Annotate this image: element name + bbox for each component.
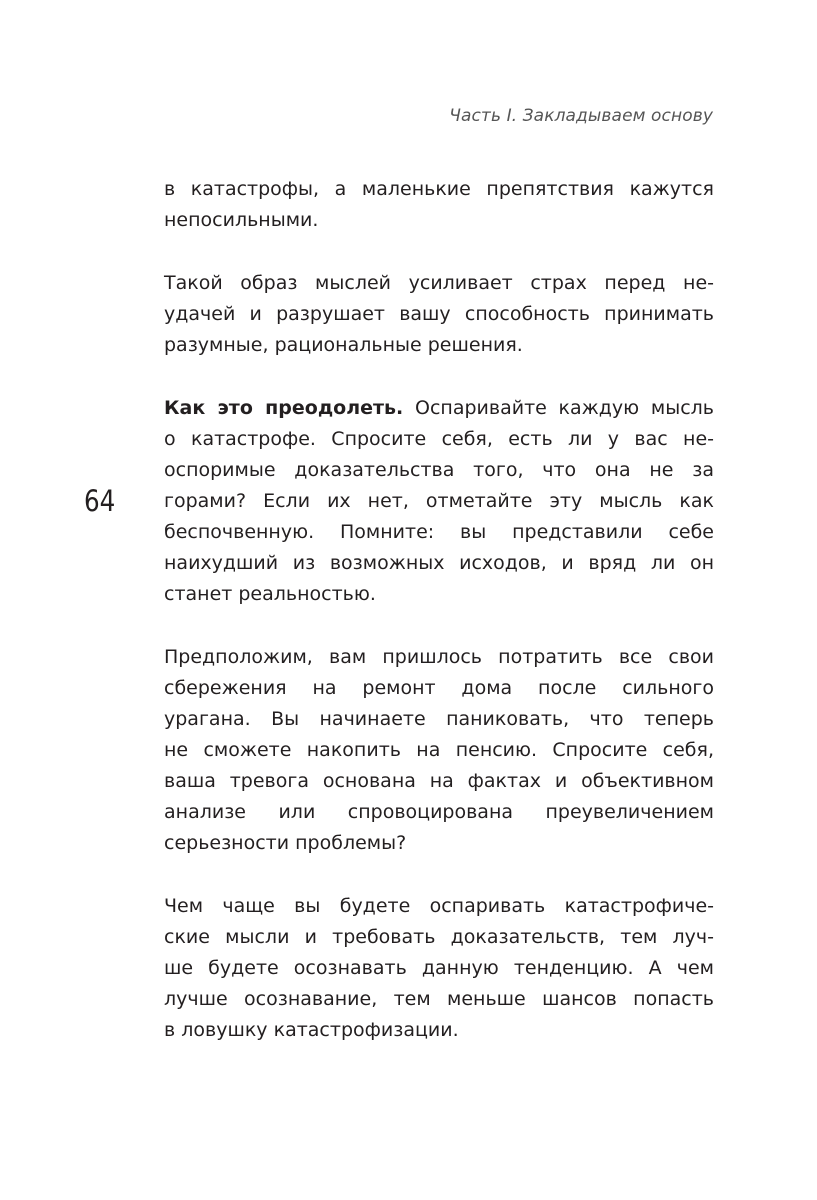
text-line: лучше осознавание, тем меньше шансов попасть — [164, 988, 714, 1010]
text-line: оспоримые доказательства того, что она не за — [164, 459, 714, 481]
text-line: о катастрофе. Спросите себя, есть ли у вас не- — [164, 428, 714, 450]
text-line: ше будете осознавать данную тенденцию. А чем — [164, 957, 714, 979]
paragraph-5 — [164, 891, 714, 1046]
text-line: анализе или спровоцирована преувеличением — [164, 801, 714, 823]
text-line: непосильными. — [164, 209, 319, 231]
body-text — [164, 174, 714, 1078]
text-fragment: Оспаривайте каждую мысль — [403, 397, 714, 419]
text-line: удачей и разрушает вашу способность принимать — [164, 303, 714, 325]
text-line: ские мысли и требовать доказательств, тем луч- — [164, 926, 714, 948]
page-number: 64 — [84, 484, 116, 518]
running-header: Часть I. Закладываем основу — [449, 106, 713, 126]
text-line — [164, 393, 714, 424]
text-line: Такой образ мыслей усиливает страх перед не- — [164, 272, 714, 294]
text-line: ваша тревога основана на фактах и объективном — [164, 770, 714, 792]
text-line: не сможете накопить на пенсию. Спросите себя, — [164, 739, 714, 761]
paragraph-4 — [164, 642, 714, 859]
text-line: беспочвенную. Помните: вы представили себе — [164, 521, 714, 543]
text-line: в ловушку катастрофизации. — [164, 1019, 459, 1041]
text-line: Чем чаще вы будете оспаривать катастрофиче- — [164, 895, 714, 917]
text-line: сбережения на ремонт дома после сильного — [164, 677, 714, 699]
text-line: разумные, рациональные решения. — [164, 334, 523, 356]
text-line: Предположим, вам пришлось потратить все свои — [164, 646, 714, 668]
text-line: серьезности проблемы? — [164, 832, 407, 854]
bold-lead: Как это преодолеть. — [164, 397, 404, 419]
text-line: станет реальностью. — [164, 583, 376, 605]
text-line: наихудший из возможных исходов, и вряд ли он — [164, 552, 714, 574]
paragraph-2 — [164, 268, 714, 361]
text-line: в катастрофы, а маленькие препятствия кажутся — [164, 178, 714, 200]
text-line: горами? Если их нет, отметайте эту мысль как — [164, 490, 714, 512]
paragraph-1 — [164, 174, 714, 236]
text-line: урагана. Вы начинаете паниковать, что теперь — [164, 708, 714, 730]
paragraph-3 — [164, 393, 714, 610]
